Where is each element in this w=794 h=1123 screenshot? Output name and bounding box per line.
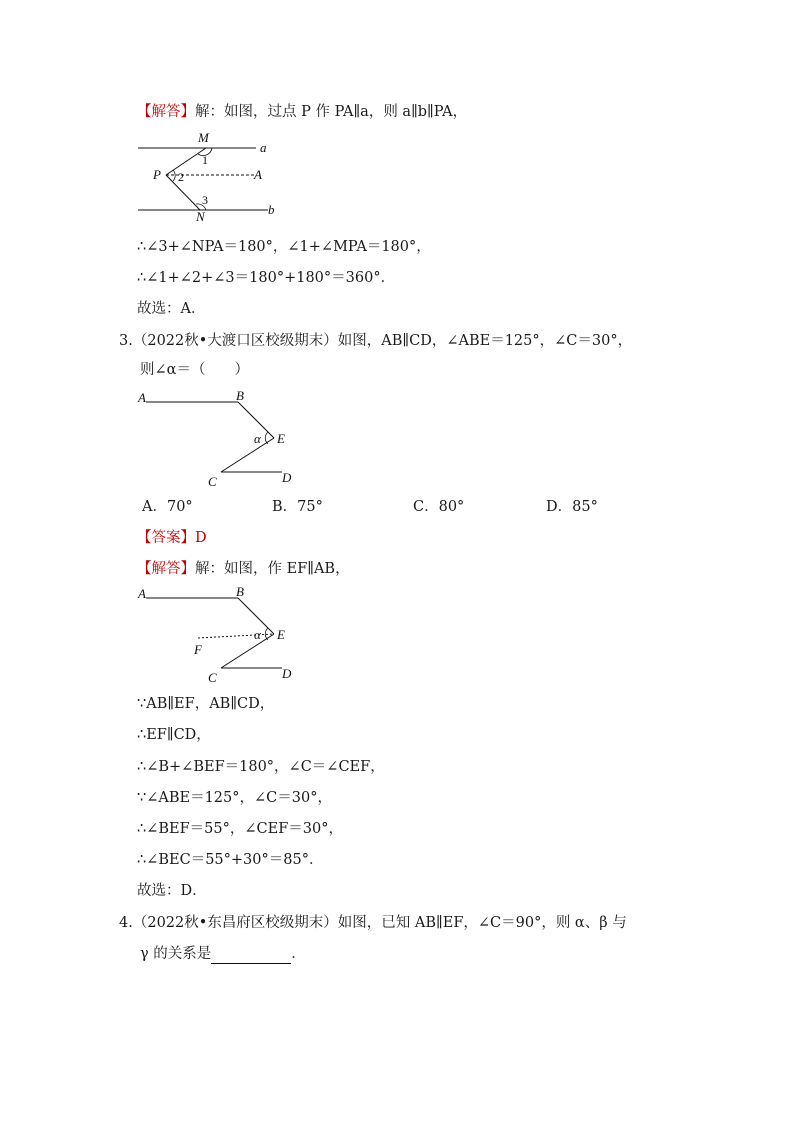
label-D: D	[282, 470, 292, 485]
solution-3-step-2: ∴EF∥CD，	[137, 727, 211, 743]
label-C: C	[208, 670, 217, 685]
label-B: B	[236, 388, 244, 403]
question-4-end: ．	[291, 946, 306, 962]
label-angle-1: 1	[202, 153, 208, 167]
answer-line	[137, 528, 207, 548]
solution-2-choice: 故选：A．	[137, 301, 206, 317]
label-b: b	[268, 202, 275, 217]
answer-tag: 【答案】	[137, 530, 195, 546]
label-B: B	[236, 584, 244, 599]
figure-parallel-lines-1	[136, 128, 286, 224]
solution-3-line	[137, 559, 350, 579]
option-c: C．80°	[413, 499, 465, 515]
figure-question-3	[136, 388, 306, 488]
solution-tag: 【解答】	[137, 561, 195, 577]
figure-solution-3	[136, 584, 306, 688]
label-A: A	[138, 586, 146, 601]
answer-blank[interactable]	[211, 949, 291, 964]
answer-value: D	[195, 530, 207, 546]
solution-3-text: 解：如图，作 EF∥AB，	[195, 561, 350, 577]
question-3-text: （2022秋•大渡口区校级期末）如图，AB∥CD，∠ABE＝125°，∠C＝30°，	[132, 333, 633, 349]
question-4-line-1	[119, 913, 627, 933]
question-4-line-2	[140, 944, 306, 964]
label-alpha: α	[254, 627, 261, 642]
label-N: N	[196, 209, 205, 224]
label-D: D	[282, 666, 292, 681]
option-b: B．75°	[272, 499, 323, 515]
question-number: 4.	[119, 915, 133, 931]
label-a: a	[260, 140, 267, 155]
label-C: C	[208, 474, 217, 488]
label-A: A	[254, 167, 262, 182]
solution-2-line	[137, 102, 467, 122]
solution-tag: 【解答】	[137, 104, 195, 120]
label-E: E	[277, 431, 285, 446]
label-A: A	[138, 390, 146, 405]
solution-3-step-5: ∴∠BEF＝55°，∠CEF＝30°，	[137, 821, 343, 837]
label-M: M	[198, 130, 209, 145]
question-3-line-2: 则∠α＝（ ）	[140, 362, 249, 378]
label-angle-2: 2	[178, 170, 184, 184]
question-4-text: （2022秋•东昌府区校级期末）如图，已知 AB∥EF，∠C＝90°，则 α、β 与	[132, 915, 627, 931]
solution-3-choice: 故选：D．	[137, 883, 207, 899]
label-alpha: α	[254, 431, 261, 446]
solution-3-step-3: ∴∠B+∠BEF＝180°，∠C＝∠CEF，	[137, 759, 385, 775]
question-4-text-2: γ 的关系是	[140, 946, 212, 962]
solution-2-step-1: ∴∠3+∠NPA＝180°，∠1+∠MPA＝180°，	[137, 239, 431, 255]
solution-2-step-2: ∴∠1+∠2+∠3＝180°+180°＝360°．	[137, 270, 396, 286]
label-F: F	[194, 642, 202, 657]
option-d: D．85°	[546, 499, 598, 515]
solution-3-step-1: ∵AB∥EF，AB∥CD，	[137, 696, 275, 712]
label-P: P	[153, 167, 161, 182]
label-E: E	[277, 627, 285, 642]
solution-3-step-6: ∴∠BEC＝55°+30°＝85°．	[137, 852, 324, 868]
question-3-line-1	[119, 331, 632, 351]
question-number: 3.	[119, 333, 133, 349]
solution-3-step-4: ∵∠ABE＝125°，∠C＝30°，	[137, 790, 332, 806]
option-a: A．70°	[142, 499, 193, 515]
solution-2-text: 解：如图，过点 P 作 PA∥a，则 a∥b∥PA，	[195, 104, 468, 120]
label-angle-3: 3	[202, 193, 208, 207]
